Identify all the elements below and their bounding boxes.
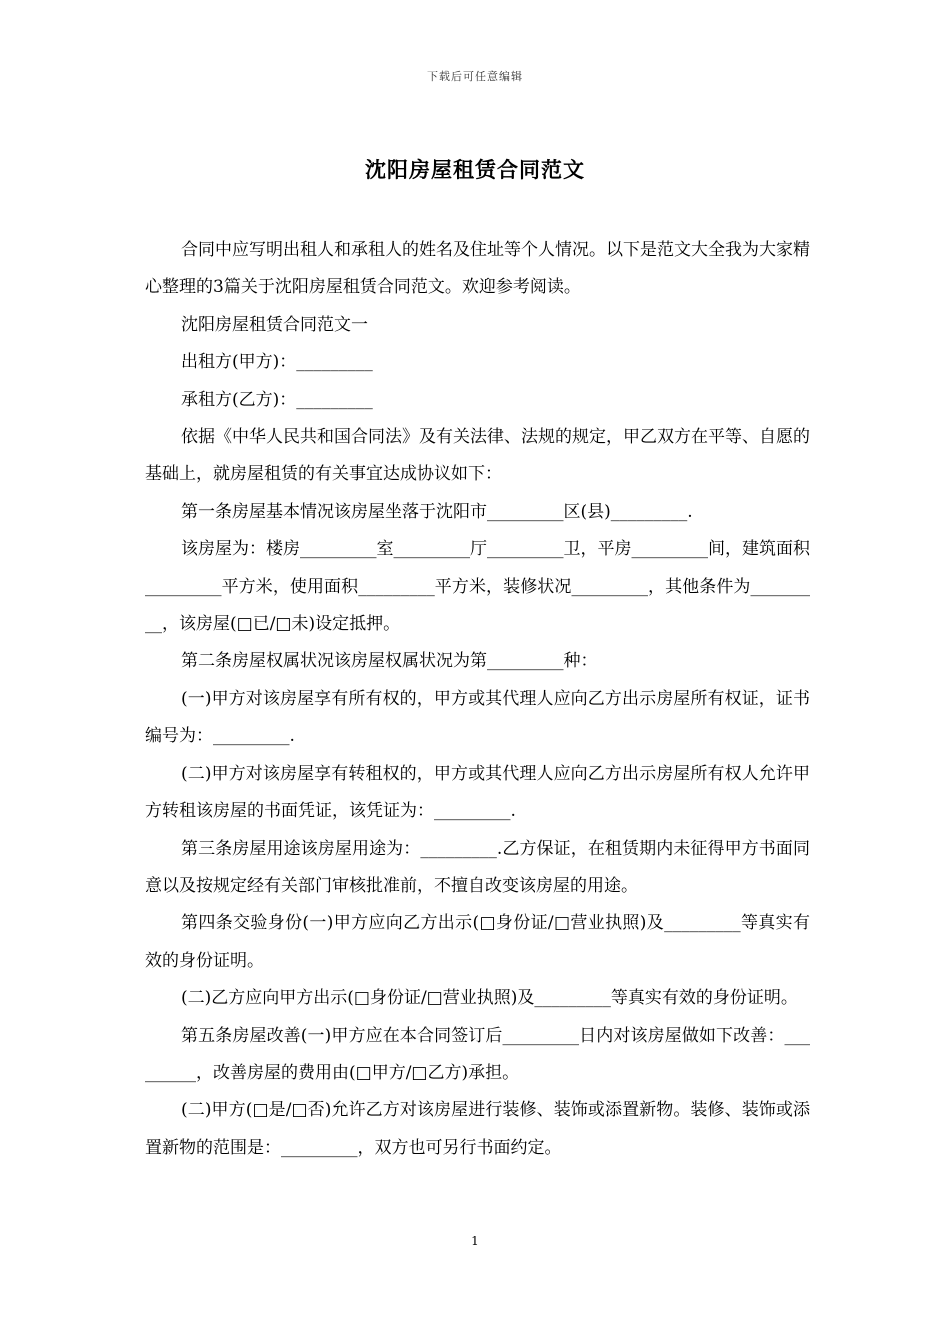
header-note: 下载后可任意编辑 — [427, 70, 523, 83]
page-number: 1 — [471, 1234, 479, 1248]
paragraph-article-5-item-2: (二)甲方(□是/□否)允许乙方对该房屋进行装修、装饰或添置新物。装修、装饰或添置新物的范围是：_________，双方也可另行书面约定。 — [145, 1100, 810, 1158]
paragraph-article-3: 第三条房屋用途该房屋用途为：_________.乙方保证，在租赁期内未征得甲方书面同意以及按规定经有关部门审核批准前，不擅自改变该房屋的用途。 — [145, 838, 810, 896]
paragraph-legal-basis: 依据《中华人民共和国合同法》及有关法律、法规的规定，甲乙双方在平等、自愿的基础上，就房屋租赁的有关事宜达成协议如下： — [145, 427, 810, 485]
document-title: 沈阳房屋租赁合同范文 — [365, 157, 585, 182]
document-body — [145, 232, 810, 1167]
paragraph-article-4-item-2: (二)乙方应向甲方出示(□身份证/□营业执照)及_________等真实有效的身份证明。 — [181, 988, 798, 1009]
paragraph-section-heading: 沈阳房屋租赁合同范文一 — [181, 314, 368, 335]
paragraph-article-5: 第五条房屋改善(一)甲方应在本合同签订后_________日内对该房屋做如下改善：_________，改善房屋的费用由(□甲方/□乙方)承担。 — [145, 1025, 810, 1083]
paragraph-article-2-item-2: (二)甲方对该房屋享有转租权的，甲方或其代理人应向乙方出示房屋所有权人允许甲方转租该房屋的书面凭证，该凭证为：_________. — [145, 763, 810, 822]
paragraph-house-details: 该房屋为：楼房_________室_________厅_________卫，平房_________间，建筑面积_________平方米，使用面积_________平方米，装修状况_________，其他条件为_________，该房屋(□已/□未)设定抵押。 — [145, 539, 810, 635]
paragraph-article-4: 第四条交验身份(一)甲方应向乙方出示(□身份证/□营业执照)及_________等真实有效的身份证明。 — [145, 913, 810, 971]
paragraph-article-2-item-1: (一)甲方对该房屋享有所有权的，甲方或其代理人应向乙方出示房屋所有权证，证书编号为：_________. — [145, 688, 810, 747]
paragraph-article-1: 第一条房屋基本情况该房屋坐落于沈阳市_________区(县)_________. — [181, 501, 693, 522]
paragraph-intro: 合同中应写明出租人和承租人的姓名及住址等个人情况。以下是范文大全我为大家精心整理的3篇关于沈阳房屋租赁合同范文。欢迎参考阅读。 — [145, 240, 810, 298]
paragraph-article-2: 第二条房屋权属状况该房屋权属状况为第_________种： — [181, 651, 598, 672]
paragraph-lessor: 出租方(甲方)：_________ — [181, 352, 373, 373]
paragraph-lessee: 承租方(乙方)：_________ — [181, 389, 373, 410]
